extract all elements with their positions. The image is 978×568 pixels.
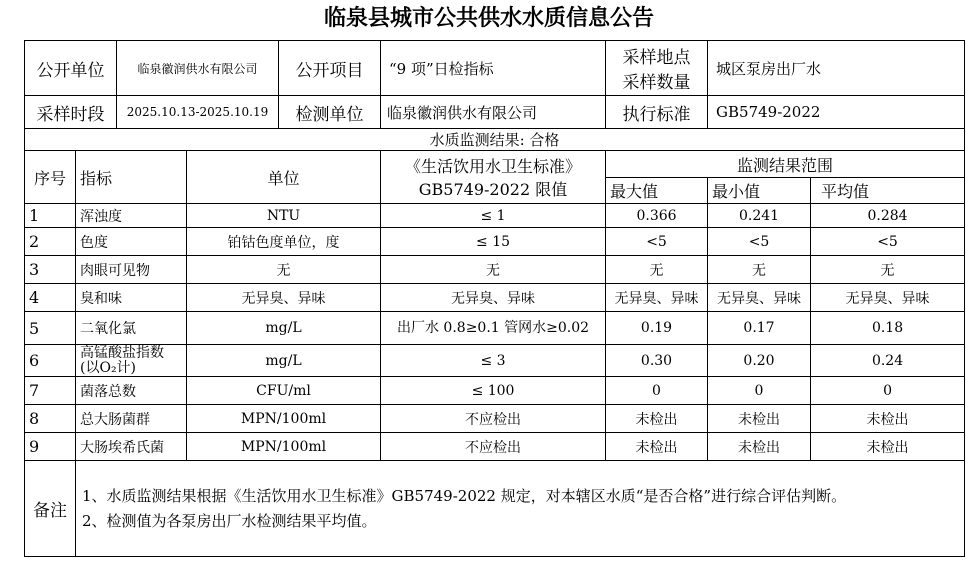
cell-unit: MPN/100ml	[187, 405, 381, 433]
cell-unit: mg/L	[187, 312, 381, 345]
cell-unit: NTU	[187, 204, 381, 228]
table-row	[25, 405, 965, 433]
cell-avg: 0.284	[811, 204, 965, 228]
cell-indicator: 浑浊度	[76, 204, 187, 228]
col-header-no: 序号	[25, 151, 76, 204]
cell-min: 0.17	[708, 312, 811, 345]
cell-max: <5	[606, 228, 708, 256]
cell-min: 无异臭、异味	[708, 284, 811, 312]
cell-avg: 0.24	[811, 345, 965, 377]
result-banner: 水质监测结果: 合格	[25, 129, 965, 151]
cell-unit: 铂钴色度单位，度	[187, 228, 381, 256]
cell-avg: 无异臭、异味	[811, 284, 965, 312]
cell-min: 未检出	[708, 405, 811, 433]
standard-label: 执行标准	[606, 96, 708, 129]
notes-text	[76, 461, 965, 557]
cell-no: 3	[25, 256, 76, 284]
cell-no: 7	[25, 377, 76, 405]
col-header-indicator: 指标	[76, 151, 187, 204]
cell-indicator: 二氧化氯	[76, 312, 187, 345]
cell-min: 0.241	[708, 204, 811, 228]
cell-min: <5	[708, 228, 811, 256]
col-header-unit: 单位	[187, 151, 381, 204]
cell-limit: 不应检出	[381, 433, 606, 461]
cell-indicator: 大肠埃希氏菌	[76, 433, 187, 461]
cell-avg: 未检出	[811, 433, 965, 461]
cell-min: 未检出	[708, 433, 811, 461]
cell-unit: MPN/100ml	[187, 433, 381, 461]
sampling-site-label-line2: 采样数量	[622, 73, 691, 93]
cell-avg: <5	[811, 228, 965, 256]
cell-max: 0.19	[606, 312, 708, 345]
cell-no: 4	[25, 284, 76, 312]
cell-indicator: 色度	[76, 228, 187, 256]
cell-no: 6	[25, 345, 76, 377]
col-header-max: 最大值	[606, 178, 708, 204]
water-quality-table	[24, 40, 965, 557]
cell-unit: 无异臭、异味	[187, 284, 381, 312]
cell-unit: mg/L	[187, 345, 381, 377]
cell-max: 无	[606, 256, 708, 284]
cell-limit: ≤ 3	[381, 345, 606, 377]
cell-min: 0.20	[708, 345, 811, 377]
cell-avg: 0	[811, 377, 965, 405]
note-line-2: 2、检测值为各泵房出厂水检测结果平均值。	[82, 511, 377, 530]
table-row	[25, 345, 965, 377]
cell-indicator: 菌落总数	[76, 377, 187, 405]
cell-limit: 无异臭、异味	[381, 284, 606, 312]
cell-avg: 0.18	[811, 312, 965, 345]
sampling-site-value: 城区泵房出厂水	[708, 41, 965, 96]
testing-unit-label: 检测单位	[279, 96, 381, 129]
table-row	[25, 228, 965, 256]
cell-max: 0	[606, 377, 708, 405]
table-row	[25, 377, 965, 405]
standard-value: GB5749-2022	[708, 96, 965, 129]
cell-max: 0.30	[606, 345, 708, 377]
page-title: 临泉县城市公共供水水质信息公告	[323, 6, 654, 31]
cell-limit: ≤ 15	[381, 228, 606, 256]
note-line-1: 1、水质监测结果根据《生活饮用水卫生标准》GB5749-2022 规定，对本辖区水质“是否合格”进行综合评估判断。	[82, 486, 847, 505]
cell-avg: 未检出	[811, 405, 965, 433]
col-header-avg: 平均值	[811, 178, 965, 204]
cell-limit: ≤ 100	[381, 377, 606, 405]
cell-unit: 无	[187, 256, 381, 284]
cell-indicator: 高锰酸盐指数(以O₂计)	[76, 345, 187, 377]
cell-no: 1	[25, 204, 76, 228]
cell-indicator: 肉眼可见物	[76, 256, 187, 284]
project-value: “9 项”日检指标	[381, 41, 606, 96]
sampling-site-label	[606, 41, 708, 96]
table-row	[25, 433, 965, 461]
cell-no: 9	[25, 433, 76, 461]
cell-min: 无	[708, 256, 811, 284]
table-row	[25, 204, 965, 228]
publisher-value: 临泉徽润供水有限公司	[117, 41, 279, 96]
col-header-min: 最小值	[708, 178, 811, 204]
cell-indicator: 总大肠菌群	[76, 405, 187, 433]
cell-no: 8	[25, 405, 76, 433]
cell-indicator: 臭和味	[76, 284, 187, 312]
cell-avg: 无	[811, 256, 965, 284]
sampling-period-label: 采样时段	[25, 96, 117, 129]
sampling-site-label-line1: 采样地点	[622, 48, 691, 68]
table-row	[25, 312, 965, 345]
cell-no: 2	[25, 228, 76, 256]
publisher-label: 公开单位	[25, 41, 117, 96]
cell-limit: 出厂水 0.8≥0.1 管网水≥0.02	[381, 312, 606, 345]
project-label: 公开项目	[279, 41, 381, 96]
cell-max: 未检出	[606, 433, 708, 461]
notes-label: 备注	[25, 461, 76, 557]
col-header-limit-line2: GB5749-2022 限值	[418, 180, 568, 199]
col-header-range: 监测结果范围	[606, 151, 965, 178]
cell-min: 0	[708, 377, 811, 405]
col-header-limit	[381, 151, 606, 204]
cell-max: 未检出	[606, 405, 708, 433]
table-row	[25, 284, 965, 312]
testing-unit-value: 临泉徽润供水有限公司	[381, 96, 606, 129]
cell-max: 0.366	[606, 204, 708, 228]
cell-unit: CFU/ml	[187, 377, 381, 405]
cell-limit: ≤ 1	[381, 204, 606, 228]
cell-limit: 无	[381, 256, 606, 284]
cell-no: 5	[25, 312, 76, 345]
sampling-period-value: 2025.10.13-2025.10.19	[117, 96, 279, 129]
cell-max: 无异臭、异味	[606, 284, 708, 312]
col-header-limit-line1: 《生活饮用水卫生标准》	[405, 157, 582, 176]
cell-limit: 不应检出	[381, 405, 606, 433]
table-row	[25, 256, 965, 284]
